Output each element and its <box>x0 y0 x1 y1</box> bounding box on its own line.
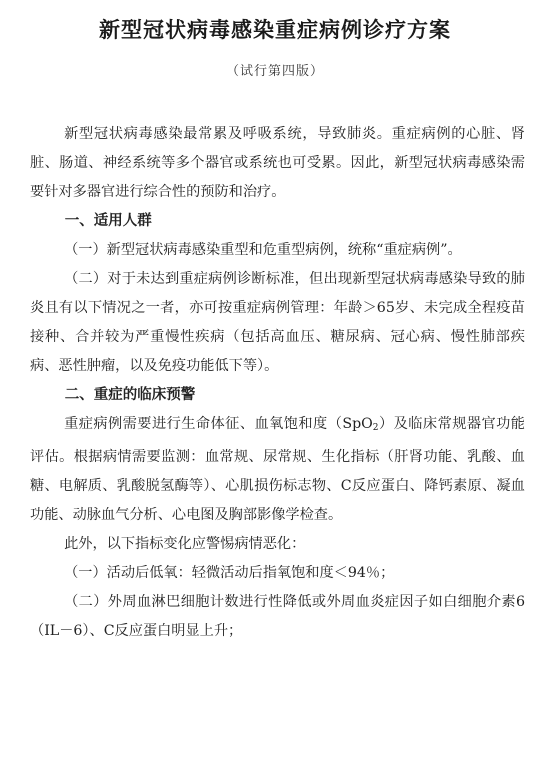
section2-item2: （二）外周血淋巴细胞计数进行性降低或外周血炎症因子如白细胞介素6（IL－6）、C反应蛋白明显上升； <box>30 594 525 639</box>
document-subtitle: （试行第四版） <box>225 64 324 79</box>
section-heading-clinical-warning: 二、重症的临床预警 <box>64 387 196 403</box>
section2-paragraph1-after: ）及临床常规器官功能评估。根据病情需要监测：血常规、尿常规、生化指标（肝肾功能、乳酸、血糖、电解质、乳酸脱氢酶等）、心肌损伤标志物、C反应蛋白、降钙素原、凝血功能、动脉血气分析、心电图及胸部影像学检查。 <box>30 416 525 523</box>
intro-paragraph: 新型冠状病毒感染最常累及呼吸系统，导致肺炎。重症病例的心脏、肾脏、肠道、神经系统等多个器官或系统也可受累。因此，新型冠状病毒感染需要针对多器官进行综合性的预防和治疗。 <box>30 126 525 200</box>
document-title: 新型冠状病毒感染重症病例诊疗方案 <box>99 18 451 42</box>
section2-paragraph2: 此外，以下指标变化应警惕病情恶化： <box>64 536 306 552</box>
section1-item2: （二）对于未达到重症病例诊断标准，但出现新型冠状病毒感染导致的肺炎且有以下情况之一者，亦可按重症病例管理：年龄＞65岁、未完成全程疫苗接种、合并较为严重慢性疾病（包括高血压、糖尿病、冠心病、慢性肺部疾病、恶性肿瘤，以及免疫功能低下等）。 <box>30 271 525 374</box>
section2-item1: （一）活动后低氧：轻微活动后指氧饱和度＜94％； <box>64 565 395 581</box>
document-body <box>30 120 525 646</box>
section2-paragraph1 <box>30 410 525 530</box>
section1-item1: （一）新型冠状病毒感染重型和危重型病例，统称“重症病例”。 <box>64 242 462 258</box>
spo2-subscript: 2 <box>372 423 379 433</box>
section2-paragraph1-before: 重症病例需要进行生命体征、血氧饱和度（SpO <box>64 416 373 432</box>
section-heading-applicable-population: 一、适用人群 <box>64 213 152 229</box>
